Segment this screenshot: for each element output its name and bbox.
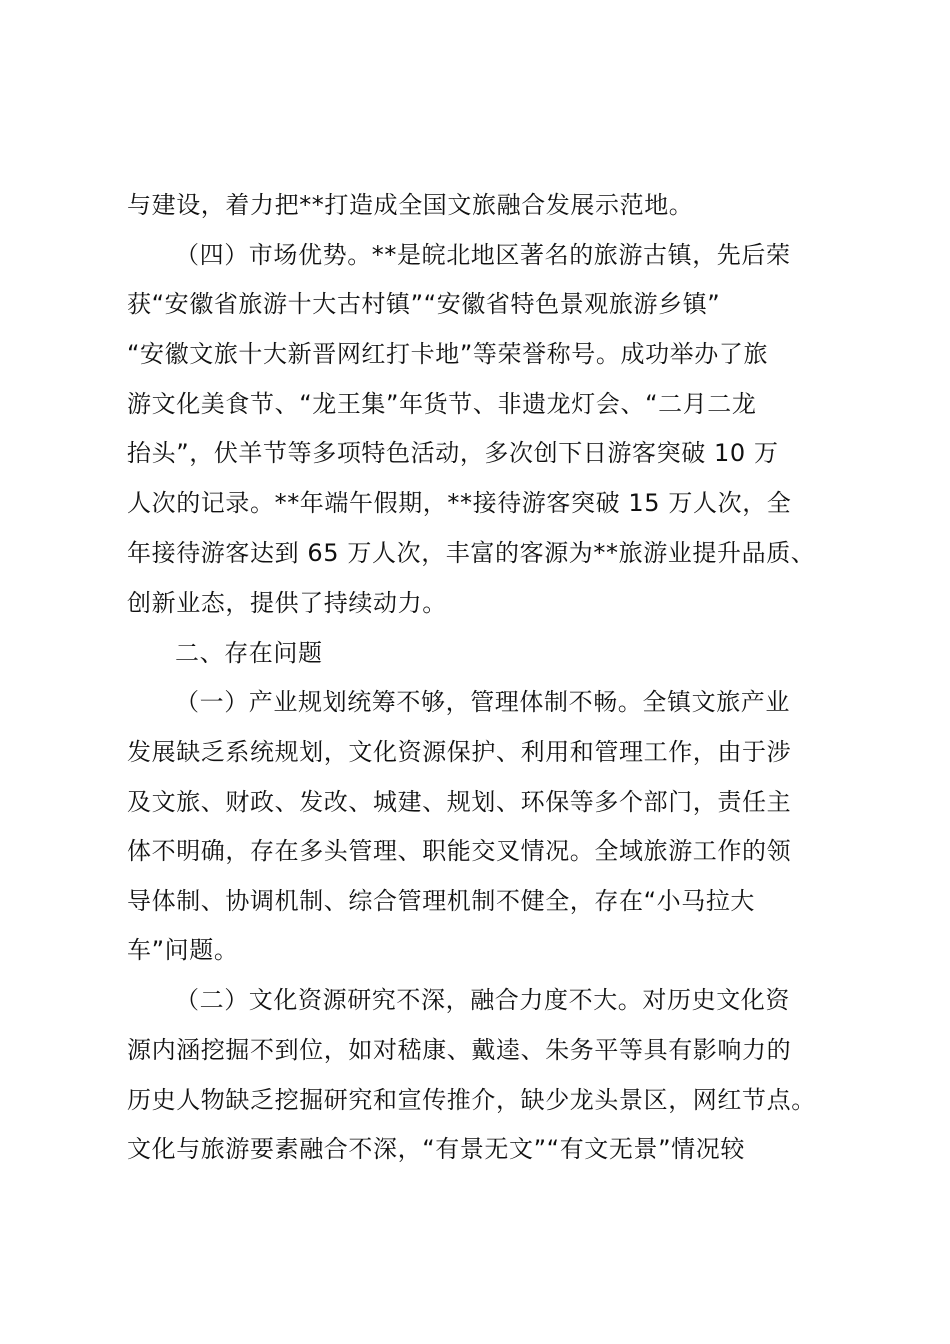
text-line: “安徽文旅十大新晋网红打卡地”等荣誉称号。成功举办了旅 [127,340,769,368]
text-line: 导体制、协调机制、综合管理机制不健全，存在“小马拉大 [127,887,756,915]
text-line: 历史人物缺乏挖掘研究和宣传推介，缺少龙头景区，网红节点。 [127,1086,816,1114]
text-line: 及文旅、财政、发改、城建、规划、环保等多个部门，责任主 [127,788,792,816]
text-line: 发展缺乏系统规划，文化资源保护、利用和管理工作，由于涉 [127,738,792,766]
paragraph-heading-planning: （一）产业规划统筹不够，管理体制不畅。全镇文旅产业 [175,688,790,716]
text-line: 源内涵挖掘不到位，如对嵇康、戴逵、朱务平等具有影响力的 [127,1036,792,1064]
text-line: 抬头”，伏羊节等多项特色活动，多次创下日游客突破 10 万 [127,439,779,467]
text-line: 游文化美食节、“龙王集”年货节、非遗龙灯会、“二月二龙 [127,390,757,418]
text-line: 人次的记录。**年端午假期，**接待游客突破 15 万人次，全 [127,489,792,517]
text-line: 获“安徽省旅游十大古村镇”“安徽省特色景观旅游乡镇” [127,290,721,318]
text-line: 文化与旅游要素融合不深，“有景无文”“有文无景”情况较 [127,1135,745,1163]
text-line: 体不明确，存在多头管理、职能交叉情况。全域旅游工作的领 [127,837,792,865]
paragraph-heading-market-advantage: （四）市场优势。**是皖北地区著名的旅游古镇，先后荣 [175,241,791,269]
text-line: 车”问题。 [127,936,239,964]
paragraph-heading-cultural-resources: （二）文化资源研究不深，融合力度不大。对历史文化资 [175,986,790,1014]
section-heading-existing-problems: 二、存在问题 [175,639,323,667]
text-line: 与建设，着力把**打造成全国文旅融合发展示范地。 [127,191,694,219]
text-line: 创新业态，提供了持续动力。 [127,589,447,617]
text-line: 年接待游客达到 65 万人次，丰富的客源为**旅游业提升品质、 [127,539,816,567]
